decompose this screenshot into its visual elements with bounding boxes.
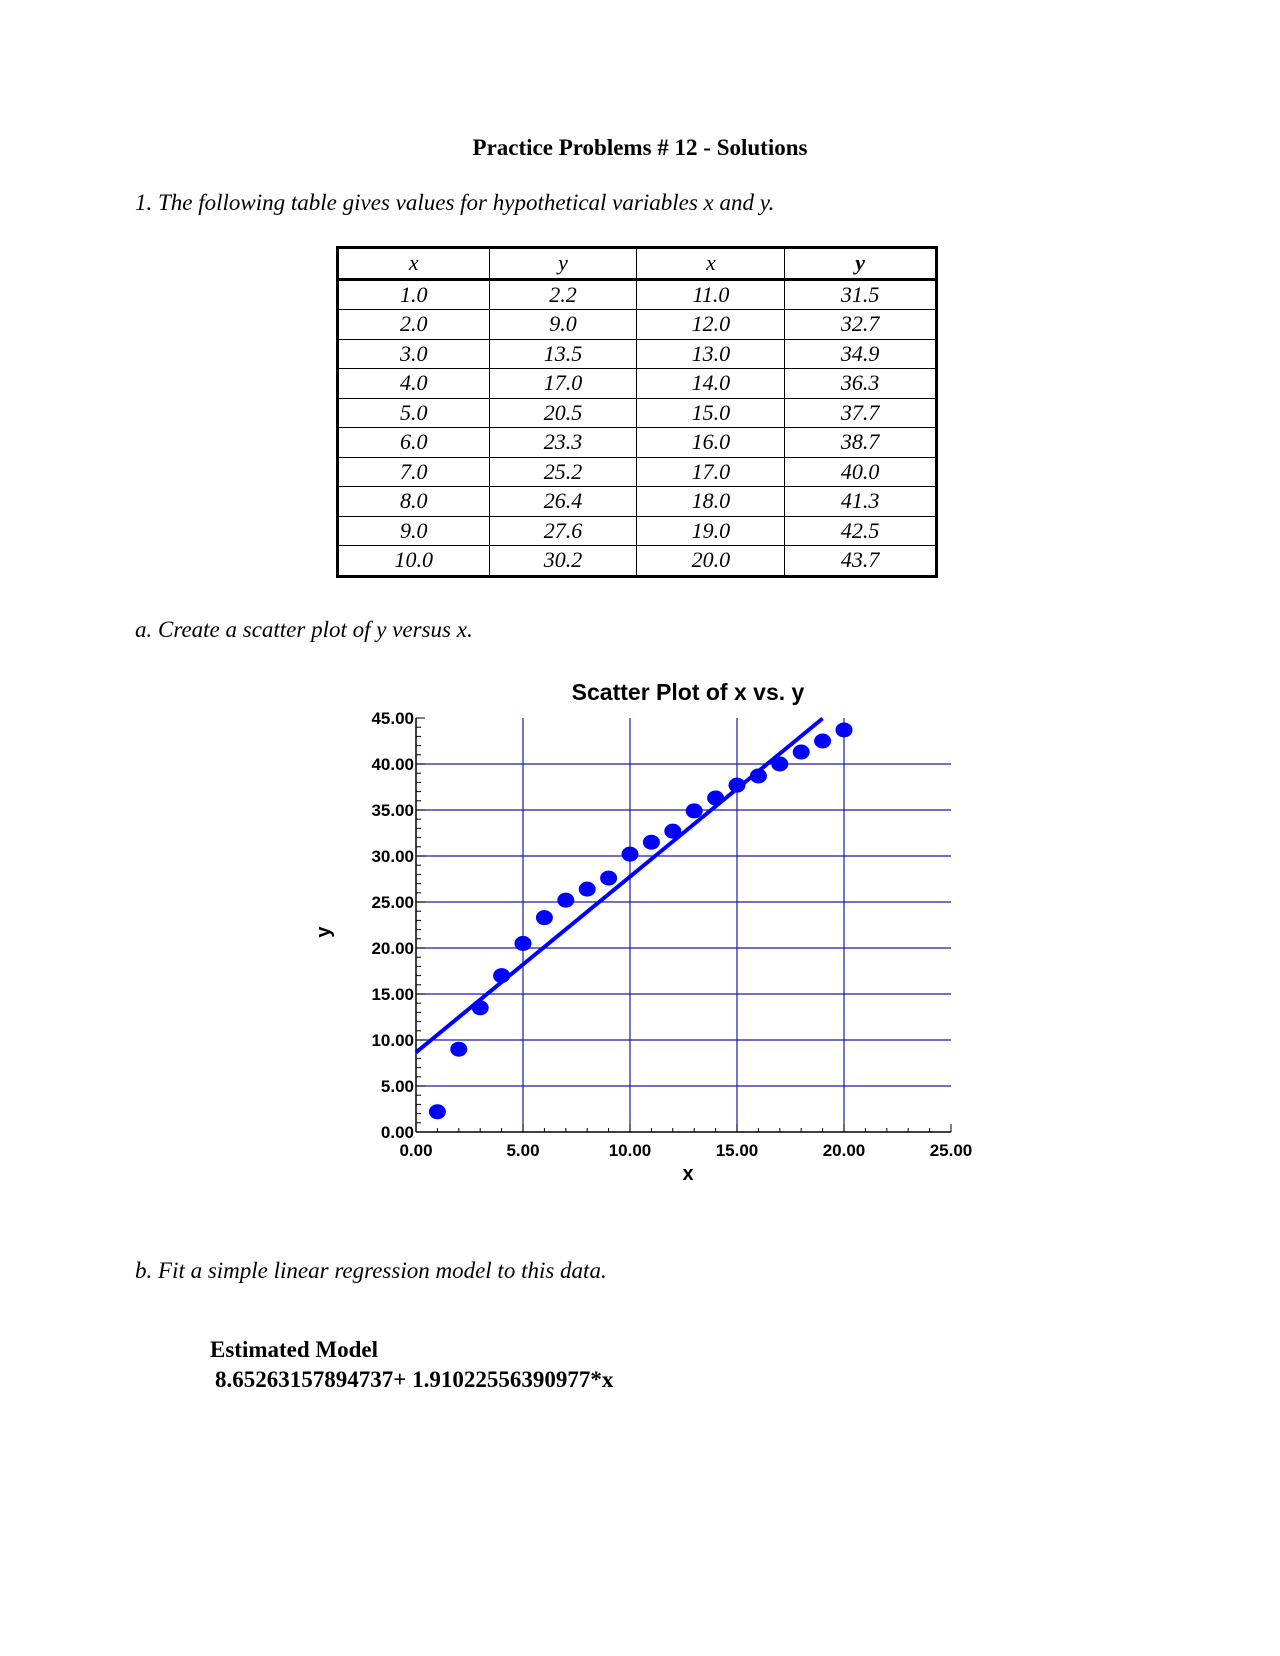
- question-text: 1. The following table gives values for hypothetical variables x and y.: [135, 190, 775, 215]
- table-cell: 17.0: [637, 457, 785, 487]
- y-axis-label: y: [313, 926, 335, 938]
- header-y2: y: [785, 248, 937, 280]
- table-cell: 42.5: [785, 516, 937, 546]
- chart-ticks: [416, 718, 951, 1132]
- table-cell: 5.0: [338, 398, 490, 428]
- header-y1: y: [489, 248, 637, 280]
- data-point: [450, 1042, 467, 1057]
- table-cell: 10.0: [338, 546, 490, 577]
- table-cell: 14.0: [637, 369, 785, 399]
- table-cell: 27.6: [489, 516, 637, 546]
- regression-line: [416, 718, 823, 1052]
- y-tick-label: 30.00: [371, 847, 414, 866]
- table-cell: 2.0: [338, 310, 490, 340]
- table-cell: 6.0: [338, 428, 490, 458]
- data-point: [579, 882, 596, 897]
- x-tick-label: 0.00: [399, 1141, 433, 1160]
- table-row: [338, 310, 937, 340]
- y-tick-labels: [371, 709, 414, 1142]
- table-cell: 19.0: [637, 516, 785, 546]
- table-cell: 26.4: [489, 487, 637, 517]
- table-row: [338, 428, 937, 458]
- table-row: [338, 369, 937, 399]
- table-cell: 30.2: [489, 546, 637, 577]
- y-tick-label: 10.00: [371, 1031, 414, 1050]
- data-point: [600, 871, 617, 886]
- y-tick-label: 45.00: [371, 709, 414, 728]
- x-axis-label: x: [682, 1163, 694, 1185]
- table-cell: 2.2: [489, 279, 637, 310]
- table-cell: 41.3: [785, 487, 937, 517]
- data-points: [429, 722, 853, 1119]
- y-tick-label: 40.00: [371, 755, 414, 774]
- data-point: [793, 745, 810, 760]
- table-cell: 15.0: [637, 398, 785, 428]
- header-x2: x: [637, 248, 785, 280]
- table-cell: 38.7: [785, 428, 937, 458]
- table-cell: 17.0: [489, 369, 637, 399]
- y-tick-label: 15.00: [371, 985, 414, 1004]
- x-tick-label: 5.00: [506, 1141, 540, 1160]
- table-row: [338, 516, 937, 546]
- page-title: Practice Problems # 12 - Solutions: [472, 135, 808, 160]
- table-cell: 32.7: [785, 310, 937, 340]
- scatter-chart: [300, 670, 1020, 1190]
- model-label: Estimated Model: [210, 1337, 379, 1362]
- table-cell: 3.0: [338, 339, 490, 369]
- table-cell: 8.0: [338, 487, 490, 517]
- model-equation: 8.65263157894737+ 1.91022556390977*x: [215, 1367, 614, 1392]
- table-cell: 25.2: [489, 457, 637, 487]
- table-cell: 9.0: [489, 310, 637, 340]
- data-table: [336, 246, 938, 578]
- table-cell: 40.0: [785, 457, 937, 487]
- y-tick-label: 5.00: [380, 1077, 414, 1096]
- part-a-text: a. Create a scatter plot of y versus x.: [135, 617, 473, 642]
- x-tick-labels: [399, 1141, 972, 1160]
- table-cell: 4.0: [338, 369, 490, 399]
- table-row: [338, 487, 937, 517]
- table-cell: 1.0: [338, 279, 490, 310]
- x-tick-label: 15.00: [715, 1141, 759, 1160]
- table-cell: 13.5: [489, 339, 637, 369]
- part-b-text: b. Fit a simple linear regression model to this data.: [135, 1258, 607, 1283]
- x-tick-label: 20.00: [822, 1141, 866, 1160]
- table-cell: 13.0: [637, 339, 785, 369]
- y-tick-label: 25.00: [371, 893, 414, 912]
- table-cell: 43.7: [785, 546, 937, 577]
- chart-title: Scatter Plot of x vs. y: [571, 679, 805, 705]
- table-cell: 23.3: [489, 428, 637, 458]
- x-tick-label: 10.00: [608, 1141, 652, 1160]
- data-point: [429, 1104, 446, 1119]
- table-cell: 12.0: [637, 310, 785, 340]
- header-x1: x: [338, 248, 490, 280]
- data-point: [515, 936, 532, 951]
- table-row: [338, 339, 937, 369]
- y-tick-label: 20.00: [371, 939, 414, 958]
- table-cell: 37.7: [785, 398, 937, 428]
- table-cell: 31.5: [785, 279, 937, 310]
- y-tick-label: 35.00: [371, 801, 414, 820]
- data-point: [814, 734, 831, 749]
- table-cell: 20.0: [637, 546, 785, 577]
- table-cell: 36.3: [785, 369, 937, 399]
- data-point: [836, 722, 853, 737]
- y-tick-label: 0.00: [380, 1123, 414, 1142]
- table-cell: 7.0: [338, 457, 490, 487]
- regression-line-group: [416, 718, 823, 1052]
- table-header-row: [338, 248, 937, 280]
- table-row: [338, 546, 937, 577]
- data-point: [622, 847, 639, 862]
- x-tick-label: 25.00: [929, 1141, 973, 1160]
- table-row: [338, 457, 937, 487]
- data-point: [557, 893, 574, 908]
- table-cell: 18.0: [637, 487, 785, 517]
- table-cell: 34.9: [785, 339, 937, 369]
- data-point: [643, 835, 660, 850]
- chart-grid: [416, 718, 951, 1132]
- data-point: [686, 803, 703, 818]
- table-row: [338, 398, 937, 428]
- data-point: [536, 910, 553, 925]
- table-cell: 11.0: [637, 279, 785, 310]
- table-row: [338, 279, 937, 310]
- table-cell: 9.0: [338, 516, 490, 546]
- table-cell: 20.5: [489, 398, 637, 428]
- table-cell: 16.0: [637, 428, 785, 458]
